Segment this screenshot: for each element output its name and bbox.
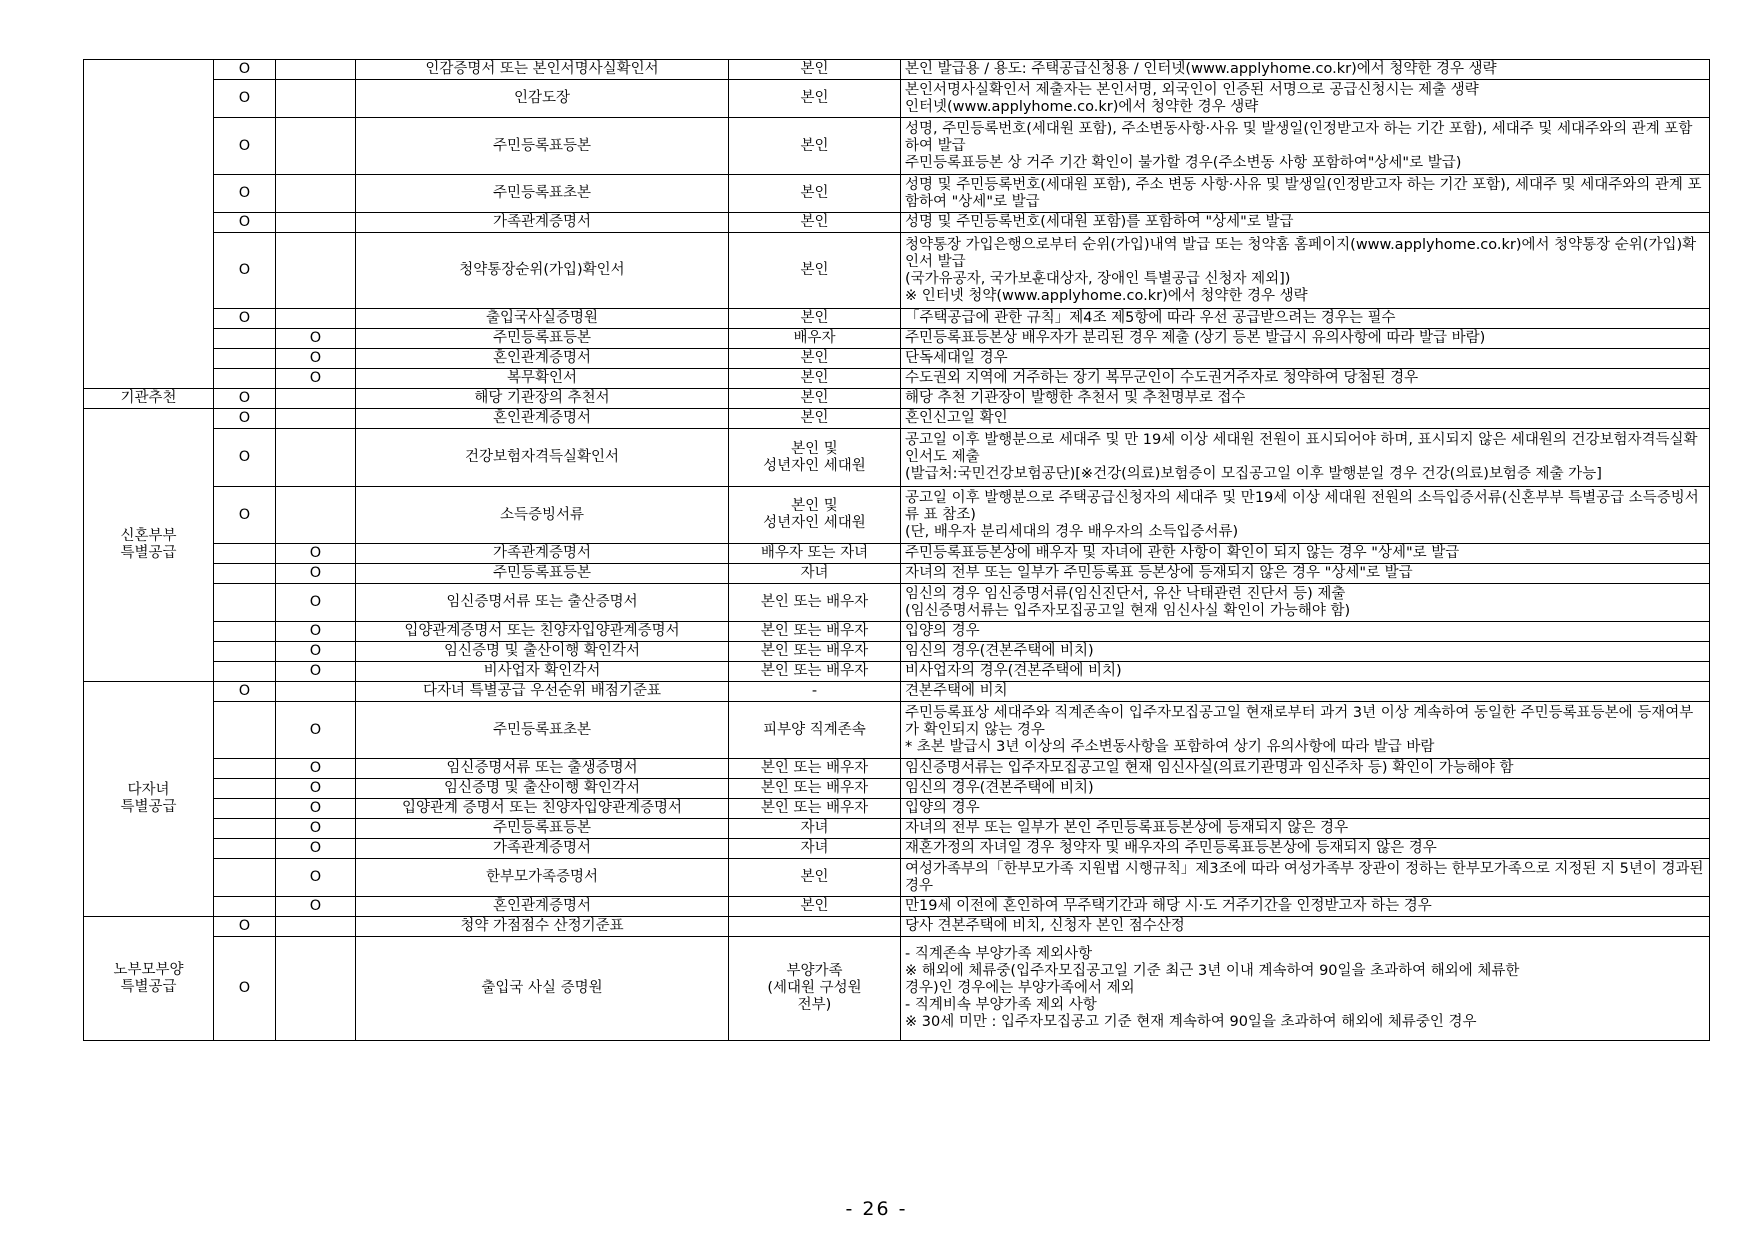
- required-mark: [214, 662, 276, 682]
- remarks: 본인 발급용 / 용도: 주택공급신청용 / 인터넷(www.applyhome.co.kr)에서 청약한 경우 생략: [901, 60, 1710, 80]
- conditional-mark: [276, 937, 356, 1041]
- document-name: 인감증명서 또는 본인서명사실확인서: [356, 60, 729, 80]
- table-row: [84, 642, 1710, 662]
- document-name: 주민등록표등본: [356, 819, 729, 839]
- remarks: 임신의 경우(견본주택에 비치): [901, 642, 1710, 662]
- conditional-mark: [276, 175, 356, 213]
- conditional-mark: O: [276, 642, 356, 662]
- conditional-mark: [276, 682, 356, 702]
- document-name: 복무확인서: [356, 369, 729, 389]
- remarks: 입양의 경우: [901, 622, 1710, 642]
- remarks: 당사 견본주택에 비치, 신청자 본인 점수산정: [901, 917, 1710, 937]
- required-mark: O: [214, 213, 276, 233]
- required-mark: [214, 349, 276, 369]
- document-name: 주민등록표등본: [356, 118, 729, 175]
- remarks: 단독세대일 경우: [901, 349, 1710, 369]
- issuer-target: -: [729, 682, 901, 702]
- required-mark: [214, 369, 276, 389]
- conditional-mark: O: [276, 622, 356, 642]
- required-mark: O: [214, 233, 276, 309]
- remarks: 자녀의 전부 또는 일부가 본인 주민등록표등본상에 등재되지 않은 경우: [901, 819, 1710, 839]
- document-name: 주민등록표초본: [356, 175, 729, 213]
- issuer-target: 본인 및 성년자인 세대원: [729, 429, 901, 487]
- document-name: 다자녀 특별공급 우선순위 배점기준표: [356, 682, 729, 702]
- table-row: [84, 329, 1710, 349]
- required-mark: O: [214, 487, 276, 544]
- document-name: 인감도장: [356, 80, 729, 118]
- remarks: 임신의 경우 임신증명서류(임신진단서, 유산 낙태관련 진단서 등) 제출 (임신증명서류는 입주자모집공고일 현재 임신사실 확인이 가능해야 함): [901, 584, 1710, 622]
- issuer-target: 본인 및 성년자인 세대원: [729, 487, 901, 544]
- required-mark: O: [214, 118, 276, 175]
- table-row: [84, 682, 1710, 702]
- remarks: 성명 및 주민등록번호(세대원 포함)를 포함하여 "상세"로 발급: [901, 213, 1710, 233]
- document-name: 한부모가족증명서: [356, 859, 729, 897]
- remarks: 「주택공급에 관한 규칙」제4조 제5항에 따라 우선 공급받으려는 경우는 필수: [901, 309, 1710, 329]
- remarks: 임신증명서류는 입주자모집공고일 현재 임신사실(의료기관명과 임신주차 등) 확인이 가능해야 함: [901, 759, 1710, 779]
- required-mark: [214, 564, 276, 584]
- document-name: 가족관계증명서: [356, 839, 729, 859]
- required-mark: [214, 622, 276, 642]
- document-name: 입양관계증명서 또는 친양자입양관계증명서: [356, 622, 729, 642]
- required-mark: [214, 759, 276, 779]
- remarks: 공고일 이후 발행분으로 주택공급신청자의 세대주 및 만19세 이상 세대원 전원의 소득입증서류(신혼부부 특별공급 소득증빙서류 표 참조) (단, 배우자 분리세대의 경우 배우자의 소득입증서류): [901, 487, 1710, 544]
- remarks: 견본주택에 비치: [901, 682, 1710, 702]
- required-mark: [214, 642, 276, 662]
- remarks: 주민등록표등본상 배우자가 분리된 경우 제출 (상기 등본 발급시 유의사항에 따라 발급 바람): [901, 329, 1710, 349]
- table-row: [84, 544, 1710, 564]
- document-name: 비사업자 확인각서: [356, 662, 729, 682]
- required-mark: [214, 819, 276, 839]
- remarks: 공고일 이후 발행분으로 세대주 및 만 19세 이상 세대원 전원이 표시되어야 하며, 표시되지 않은 세대원의 건강보험자격득실확인서도 제출 (발급처:국민건강보험공단)[※건강(의료)보험증이 모집공고일 이후 발행분일 경우 건강(의료)보험증 제출 가능]: [901, 429, 1710, 487]
- conditional-mark: O: [276, 779, 356, 799]
- remarks: 주민등록표상 세대주와 직계존속이 입주자모집공고일 현재로부터 과거 3년 이상 계속하여 동일한 주민등록표등본에 등재여부가 확인되지 않는 경우 * 초본 발급시 3년 이상의 주소변동사항을 포함하여 상기 유의사항에 따라 발급 바람: [901, 702, 1710, 759]
- issuer-target: 본인: [729, 118, 901, 175]
- table-row: [84, 799, 1710, 819]
- issuer-target: 본인: [729, 897, 901, 917]
- issuer-target: 배우자 또는 자녀: [729, 544, 901, 564]
- document-name: 소득증빙서류: [356, 487, 729, 544]
- table-row: [84, 779, 1710, 799]
- table-row: [84, 409, 1710, 429]
- required-mark: O: [214, 80, 276, 118]
- issuer-target: 본인 또는 배우자: [729, 642, 901, 662]
- conditional-mark: O: [276, 584, 356, 622]
- table-row: [84, 819, 1710, 839]
- required-mark: O: [214, 389, 276, 409]
- table-row: [84, 213, 1710, 233]
- table-row: [84, 80, 1710, 118]
- conditional-mark: O: [276, 859, 356, 897]
- issuer-target: 본인: [729, 233, 901, 309]
- required-documents-table: [83, 59, 1710, 1041]
- required-mark: O: [214, 60, 276, 80]
- remarks: 해당 추천 기관장이 발행한 추천서 및 추천명부로 접수: [901, 389, 1710, 409]
- issuer-target: 자녀: [729, 564, 901, 584]
- conditional-mark: O: [276, 799, 356, 819]
- issuer-target: 본인 또는 배우자: [729, 759, 901, 779]
- document-name: 임신증명 및 출산이행 확인각서: [356, 779, 729, 799]
- category-cell: 노부모부양 특별공급: [84, 917, 214, 1041]
- document-name: 입양관계 증명서 또는 친양자입양관계증명서: [356, 799, 729, 819]
- table-row: [84, 897, 1710, 917]
- remarks: 청약통장 가입은행으로부터 순위(가입)내역 발급 또는 청약홈 홈페이지(www.applyhome.co.kr)에서 청약통장 순위(가입)확인서 발급 (국가유공자, 국가보훈대상자, 장애인 특별공급 신청자 제외]) ※ 인터넷 청약(www.applyhome.co.kr)에서 청약한 경우 생략: [901, 233, 1710, 309]
- document-name: 혼인관계증명서: [356, 409, 729, 429]
- conditional-mark: [276, 429, 356, 487]
- issuer-target: 부양가족 (세대원 구성원 전부): [729, 937, 901, 1041]
- table-row: [84, 859, 1710, 897]
- document-name: 임신증명서류 또는 출생증명서: [356, 759, 729, 779]
- table-row: [84, 662, 1710, 682]
- remarks: 혼인신고일 확인: [901, 409, 1710, 429]
- required-mark: [214, 779, 276, 799]
- table-row: [84, 702, 1710, 759]
- required-mark: O: [214, 409, 276, 429]
- remarks: 임신의 경우(견본주택에 비치): [901, 779, 1710, 799]
- issuer-target: 본인 또는 배우자: [729, 662, 901, 682]
- conditional-mark: O: [276, 544, 356, 564]
- conditional-mark: O: [276, 759, 356, 779]
- conditional-mark: [276, 80, 356, 118]
- document-name: 청약통장순위(가입)확인서: [356, 233, 729, 309]
- conditional-mark: O: [276, 839, 356, 859]
- document-name: 주민등록표등본: [356, 329, 729, 349]
- issuer-target: 자녀: [729, 819, 901, 839]
- remarks: 주민등록표등본상에 배우자 및 자녀에 관한 사항이 확인이 되지 않는 경우 "상세"로 발급: [901, 544, 1710, 564]
- conditional-mark: [276, 309, 356, 329]
- table-row: [84, 759, 1710, 779]
- document-name: 출입국사실증명원: [356, 309, 729, 329]
- table-row: [84, 487, 1710, 544]
- required-mark: [214, 702, 276, 759]
- table-row: [84, 389, 1710, 409]
- conditional-mark: O: [276, 819, 356, 839]
- remarks: 본인서명사실확인서 제출자는 본인서명, 외국인이 인증된 서명으로 공급신청시는 제출 생략 인터넷(www.applyhome.co.kr)에서 청약한 경우 생략: [901, 80, 1710, 118]
- table-row: [84, 233, 1710, 309]
- document-name: 주민등록표초본: [356, 702, 729, 759]
- required-mark: O: [214, 309, 276, 329]
- remarks: 비사업자의 경우(견본주택에 비치): [901, 662, 1710, 682]
- document-name: 가족관계증명서: [356, 544, 729, 564]
- conditional-mark: O: [276, 564, 356, 584]
- category-cell: [84, 60, 214, 389]
- required-mark: O: [214, 917, 276, 937]
- conditional-mark: [276, 389, 356, 409]
- required-mark: [214, 799, 276, 819]
- issuer-target: 자녀: [729, 839, 901, 859]
- category-cell: 다자녀 특별공급: [84, 682, 214, 917]
- document-name: 임신증명 및 출산이행 확인각서: [356, 642, 729, 662]
- table-row: [84, 175, 1710, 213]
- table-row: [84, 937, 1710, 1041]
- conditional-mark: O: [276, 662, 356, 682]
- document-name: 출입국 사실 증명원: [356, 937, 729, 1041]
- issuer-target: 본인 또는 배우자: [729, 584, 901, 622]
- conditional-mark: [276, 487, 356, 544]
- remarks: 성명 및 주민등록번호(세대원 포함), 주소 변동 사항·사유 및 발생일(인정받고자 하는 기간 포함), 세대주 및 세대주와의 관계 포함하여 "상세"로 발급: [901, 175, 1710, 213]
- page-number: - 26 -: [845, 1198, 908, 1220]
- issuer-target: 본인 또는 배우자: [729, 799, 901, 819]
- conditional-mark: [276, 60, 356, 80]
- table-row: [84, 369, 1710, 389]
- document-name: 주민등록표등본: [356, 564, 729, 584]
- required-mark: [214, 544, 276, 564]
- issuer-target: 본인: [729, 859, 901, 897]
- table-row: [84, 622, 1710, 642]
- required-mark: O: [214, 429, 276, 487]
- conditional-mark: O: [276, 369, 356, 389]
- category-cell: 신혼부부 특별공급: [84, 409, 214, 682]
- document-name: 가족관계증명서: [356, 213, 729, 233]
- issuer-target: 본인: [729, 389, 901, 409]
- remarks: 수도권외 지역에 거주하는 장기 복무군인이 수도권거주자로 청약하여 당첨된 경우: [901, 369, 1710, 389]
- issuer-target: 본인: [729, 213, 901, 233]
- required-mark: [214, 839, 276, 859]
- remarks: 재혼가정의 자녀일 경우 청약자 및 배우자의 주민등록표등본상에 등재되지 않은 경우: [901, 839, 1710, 859]
- document-name: 임신증명서류 또는 출산증명서: [356, 584, 729, 622]
- issuer-target: 본인: [729, 369, 901, 389]
- remarks: 만19세 이전에 혼인하여 무주택기간과 해당 시·도 거주기간을 인정받고자 하는 경우: [901, 897, 1710, 917]
- conditional-mark: O: [276, 702, 356, 759]
- document-name: 건강보험자격득실확인서: [356, 429, 729, 487]
- conditional-mark: O: [276, 897, 356, 917]
- table-row: [84, 349, 1710, 369]
- conditional-mark: O: [276, 349, 356, 369]
- issuer-target: 본인 또는 배우자: [729, 622, 901, 642]
- conditional-mark: [276, 118, 356, 175]
- required-mark: [214, 584, 276, 622]
- remarks: 성명, 주민등록번호(세대원 포함), 주소변동사항·사유 및 발생일(인정받고자 하는 기간 포함), 세대주 및 세대주와의 관계 포함하여 발급 주민등록표등본 상 거주 기간 확인이 불가할 경우(주소변동 사항 포함하여"상세"로 발급): [901, 118, 1710, 175]
- conditional-mark: [276, 409, 356, 429]
- table-row: [84, 917, 1710, 937]
- issuer-target: [729, 917, 901, 937]
- issuer-target: 피부양 직계존속: [729, 702, 901, 759]
- table-row: [84, 309, 1710, 329]
- issuer-target: 본인: [729, 175, 901, 213]
- table-row: [84, 118, 1710, 175]
- remarks: 자녀의 전부 또는 일부가 주민등록표 등본상에 등재되지 않은 경우 "상세"로 발급: [901, 564, 1710, 584]
- document-name: 해당 기관장의 추천서: [356, 389, 729, 409]
- table-row: [84, 584, 1710, 622]
- issuer-target: 본인: [729, 409, 901, 429]
- required-mark: O: [214, 937, 276, 1041]
- remarks: 입양의 경우: [901, 799, 1710, 819]
- issuer-target: 배우자: [729, 329, 901, 349]
- conditional-mark: [276, 917, 356, 937]
- required-mark: [214, 859, 276, 897]
- category-cell: 기관추천: [84, 389, 214, 409]
- table-row: [84, 564, 1710, 584]
- required-mark: O: [214, 682, 276, 702]
- table-row: [84, 839, 1710, 859]
- conditional-mark: [276, 213, 356, 233]
- required-mark: O: [214, 175, 276, 213]
- issuer-target: 본인: [729, 80, 901, 118]
- table-row: [84, 60, 1710, 80]
- required-mark: [214, 897, 276, 917]
- conditional-mark: O: [276, 329, 356, 349]
- document-name: 혼인관계증명서: [356, 349, 729, 369]
- conditional-mark: [276, 233, 356, 309]
- remarks: - 직계존속 부양가족 제외사항 ※ 해외에 체류중(입주자모집공고일 기준 최근 3년 이내 계속하여 90일을 초과하여 해외에 체류한 경우)인 경우에는 부양가족에서 제외 - 직계비속 부양가족 제외 사항 ※ 30세 미만 : 입주자모집공고 기준 현재 계속하여 90일을 초과하여 해외에 체류중인 경우: [901, 937, 1710, 1041]
- issuer-target: 본인: [729, 349, 901, 369]
- issuer-target: 본인 또는 배우자: [729, 779, 901, 799]
- document-name: 혼인관계증명서: [356, 897, 729, 917]
- table-row: [84, 429, 1710, 487]
- remarks: 여성가족부의「한부모가족 지원법 시행규칙」제3조에 따라 여성가족부 장관이 정하는 한부모가족으로 지정된 지 5년이 경과된 경우: [901, 859, 1710, 897]
- issuer-target: 본인: [729, 60, 901, 80]
- document-name: 청약 가점점수 산정기준표: [356, 917, 729, 937]
- issuer-target: 본인: [729, 309, 901, 329]
- required-mark: [214, 329, 276, 349]
